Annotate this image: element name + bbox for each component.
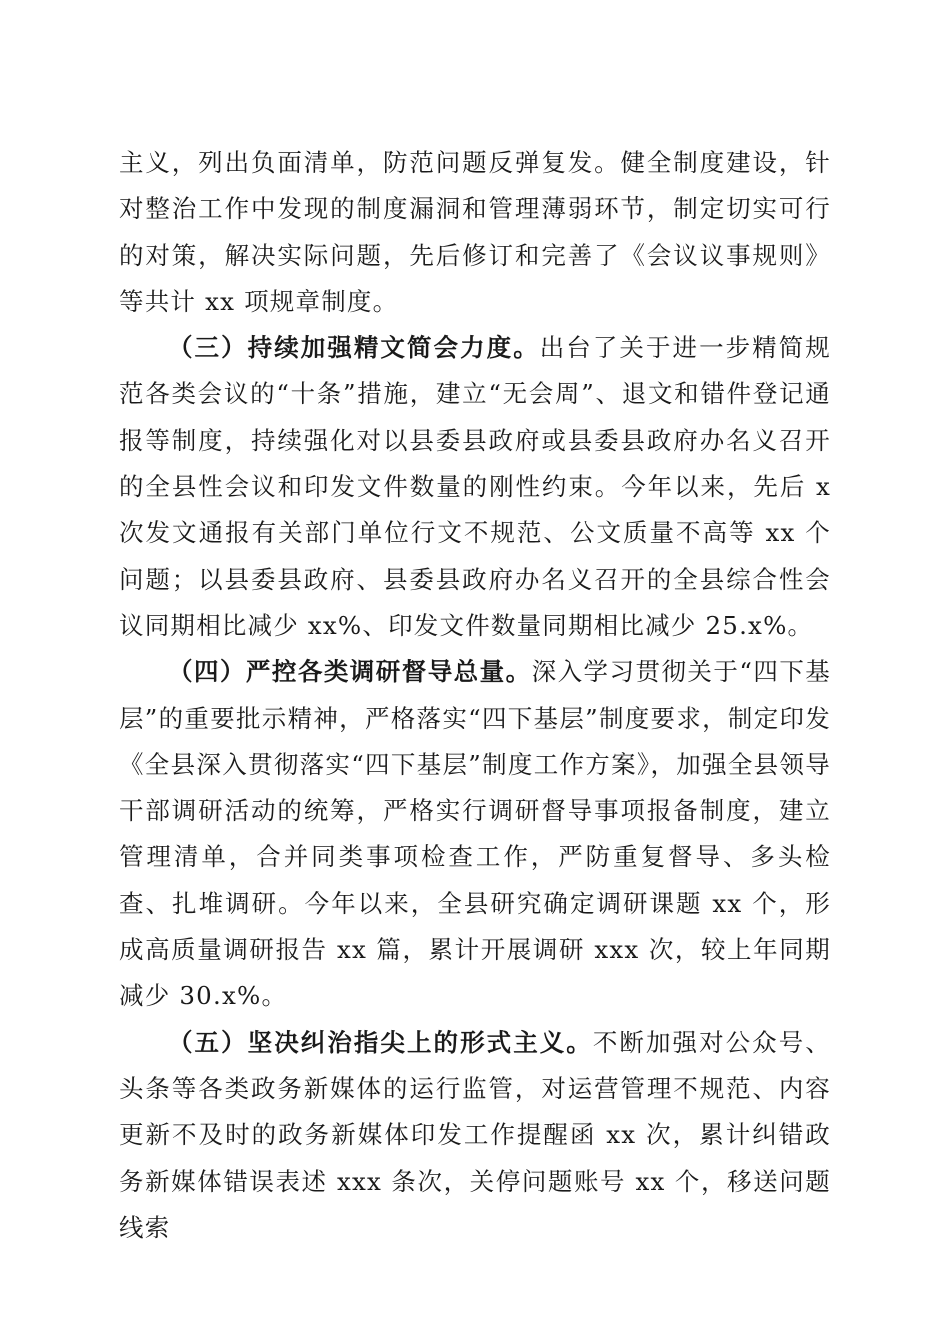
- section-heading: （五）坚决纠治指尖上的形式主义。: [168, 1027, 593, 1057]
- paragraph-section-5: [119, 1020, 831, 1251]
- paragraph-section-4: [119, 649, 831, 1019]
- paragraph-body: 出台了关于进一步精简规范各类会议的“十条”措施，建立“无会周”、退文和错件登记通报等制度，持续强化对以县委县政府或县委县政府办名义召开的全县性会议和印发文件数量的刚性约束。今年以来，先后 x 次发文通报有关部门单位行文不规范、公文质量不高等 xx 个问题；以县委县政府、县委县政府办名义召开的全县综合性会议同期相比减少 xx%、印发文件数量同期相比减少 25.x%。: [119, 333, 831, 640]
- paragraph-section-3: [119, 325, 831, 649]
- paragraph-body: 深入学习贯彻关于“四下基层”的重要批示精神，严格落实“四下基层”制度要求，制定印发《全县深入贯彻落实“四下基层”制度工作方案》，加强全县领导干部调研活动的统筹，严格实行调研督导事项报备制度，建立管理清单，合并同类事项检查工作，严防重复督导、多头检查、扎堆调研。今年以来，全县研究确定调研课题 xx 个，形成高质量调研报告 xx 篇，累计开展调研 xxx 次，较上年同期减少 30.x%。: [119, 657, 831, 1011]
- document-body: [119, 140, 831, 1251]
- section-heading: （四）严控各类调研督导总量。: [168, 657, 532, 687]
- paragraph-body: 不断加强对公众号、头条等各类政务新媒体的运行监管，对运营管理不规范、内容更新不及时的政务新媒体印发工作提醒函 xx 次，累计纠错政务新媒体错误表述 xxx 条次，关停问题账号 xx 个，移送问题线索: [119, 1027, 831, 1242]
- section-heading: （三）持续加强精文简会力度。: [168, 333, 540, 363]
- paragraph-continued: [119, 140, 831, 325]
- paragraph-body: 主义，列出负面清单，防范问题反弹复发。健全制度建设，针对整治工作中发现的制度漏洞和管理薄弱环节，制定切实可行的对策，解决实际问题，先后修订和完善了《会议议事规则》等共计 xx 项规章制度。: [119, 148, 831, 316]
